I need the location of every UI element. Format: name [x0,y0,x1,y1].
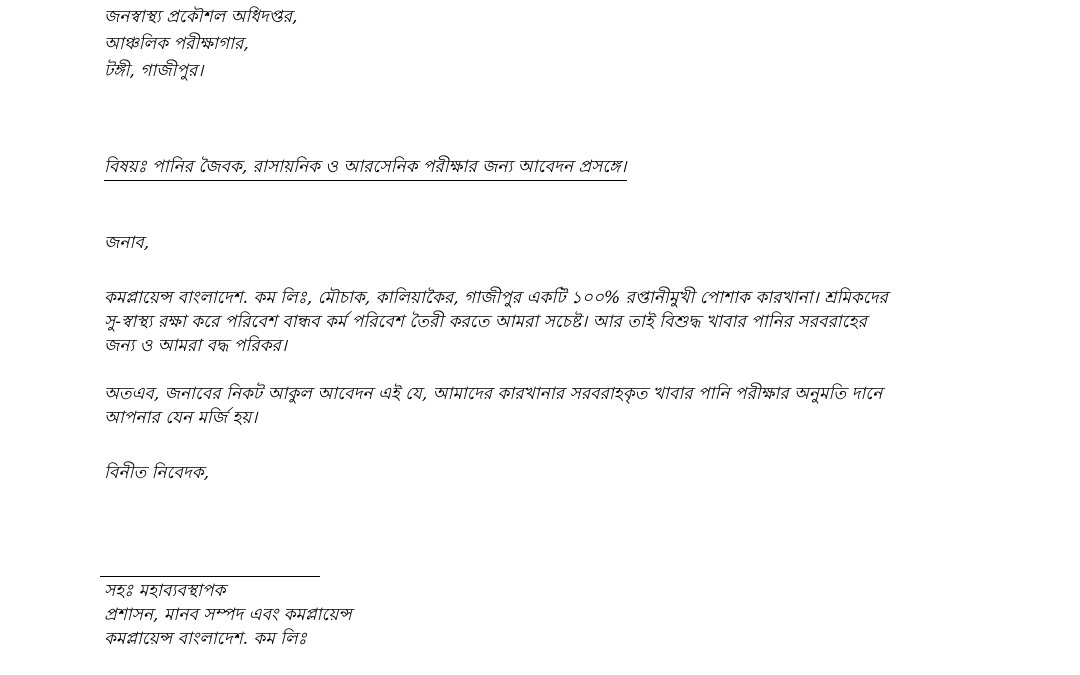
paragraph-2-line-2: আপনার যেন মর্জি হয়। [104,408,258,428]
signature-company: কমপ্লায়েন্স বাংলাদেশ. কম লিঃ [104,629,307,649]
paragraph-1-line-2: সু-স্বাস্থ্য রক্ষা করে পরিবেশ বান্ধব কর্ম পরিবেশ তৈরী করতে আমরা সচেষ্ট। আর তাই বিশুদ্ধ খাবার পানির সরবরাহের [104,312,867,332]
paragraph-2-line-1: অতএব, জনাবের নিকট আকুল আবেদন এই যে, আমাদের কারখানার সরবরাহকৃত খাবার পানি পরীক্ষার অনুমতি দানে [104,384,883,404]
address-line-3: টঙ্গী, গাজীপুর। [104,61,204,81]
address-line-1: জনস্বাস্থ্য প্রকৌশল অধিদপ্তর, [104,7,298,27]
body-paragraph-1 [104,286,964,358]
salutation: জনাব, [104,233,150,253]
paragraph-1-line-1: কমপ্লায়েন্স বাংলাদেশ. কম লিঃ, মৌচাক, কালিয়াকৈর, গাজীপুর একটি ১০০% রপ্তানীমুখী পোশাক কারখানা। শ্রমিকদের [104,288,888,308]
subject-line: বিষয়ঃ পানির জৈবক, রাসায়নিক ও আরসেনিক পরীক্ষার জন্য আবেদন প্রসঙ্গে। [104,156,627,181]
signature-title: সহঃ মহাব্যবস্থাপক [104,581,226,601]
address-line-2: আঞ্চলিক পরীক্ষাগার, [104,34,249,54]
body-paragraph-2 [104,382,964,430]
closing: বিনীত নিবেদক, [104,463,210,483]
paragraph-1-line-3: জন্য ও আমরা বদ্ধ পরিকর। [104,336,287,356]
signature-rule [100,576,320,577]
signature-department: প্রশাসন, মানব সম্পদ এবং কমপ্লায়েন্স [104,605,352,625]
